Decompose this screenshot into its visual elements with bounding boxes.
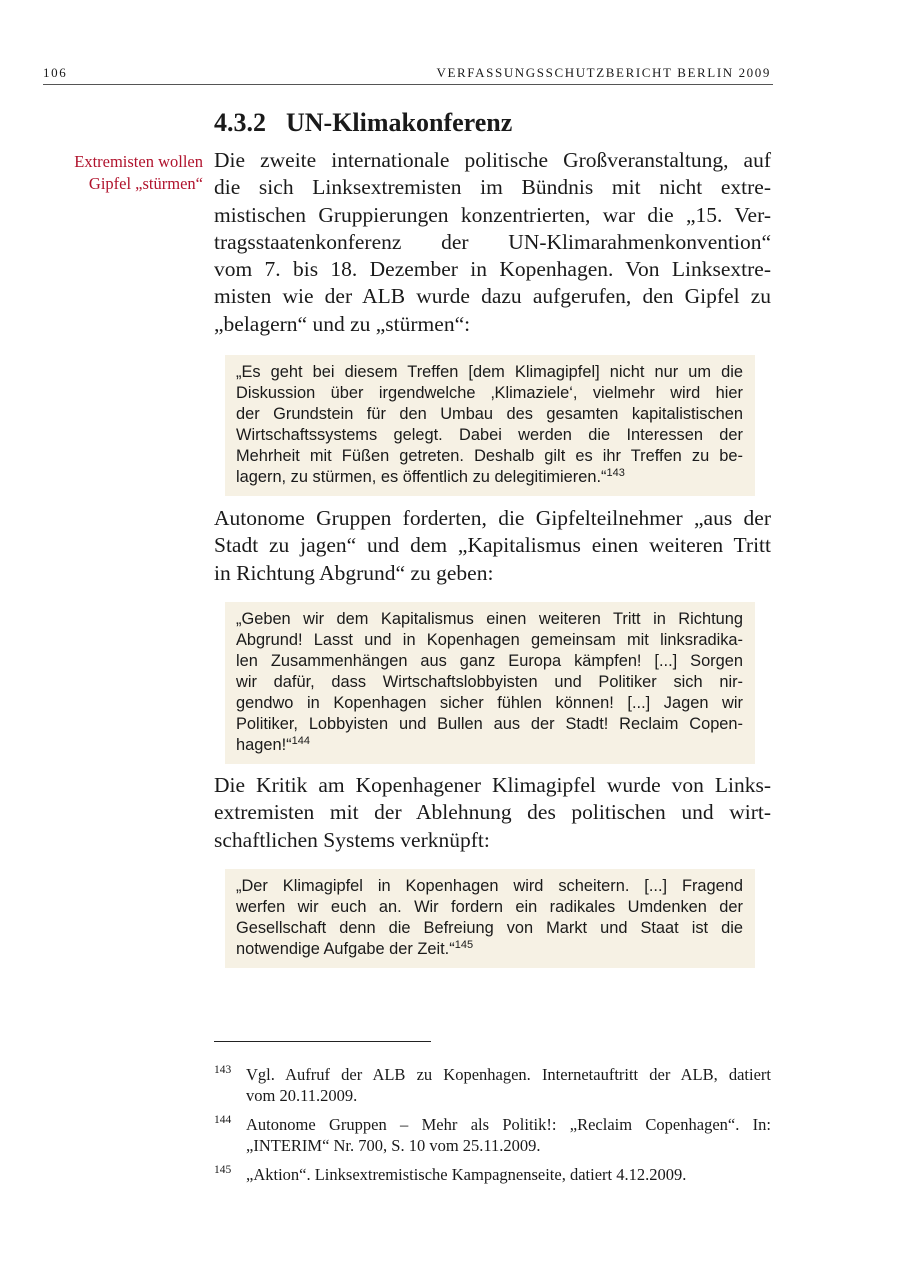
quote-line: „Es geht bei diesem Treffen [dem Klimagipfel] nicht nur um die bbox=[236, 363, 743, 381]
quote-line: „Der Klimagipfel in Kopenhagen wird scheitern. [...] Fragend bbox=[236, 877, 743, 895]
quote-line: gendwo in Kopenhagen sicher fühlen können! [...] Jagen wir bbox=[236, 694, 743, 712]
footnote bbox=[214, 1064, 771, 1106]
quote-line: werfen wir euch an. Wir fordern ein radikales Umdenken der bbox=[236, 898, 743, 916]
running-title: VERFASSUNGSSCHUTZBERICHT BERLIN 2009 bbox=[436, 65, 771, 80]
margin-note-line: Gipfel „stürmen“ bbox=[88, 174, 203, 193]
quote-line: „Geben wir dem Kapitalismus einen weiteren Tritt in Richtung bbox=[236, 610, 743, 628]
block-quote bbox=[225, 602, 755, 764]
footnote-line: Autonome Gruppen – Mehr als Politik!: „Reclaim Copenhagen“. In: bbox=[246, 1115, 771, 1134]
paragraph-line: misten wie der ALB wurde dazu aufgerufen, den Gipfel zu bbox=[214, 284, 771, 309]
footnote-line: „Aktion“. Linksextremistische Kampagnenseite, datiert 4.12.2009. bbox=[246, 1165, 687, 1184]
section-heading bbox=[214, 108, 512, 138]
quote-line: Politiker, Lobbyisten und Bullen aus der Stadt! Reclaim Copen- bbox=[236, 715, 743, 733]
footnote-number: 143 bbox=[214, 1064, 232, 1076]
paragraph-line: „belagern“ und zu „stürmen“: bbox=[214, 311, 471, 336]
body-paragraph bbox=[214, 772, 771, 854]
running-header bbox=[43, 64, 773, 85]
footnote-reference[interactable]: 145 bbox=[454, 939, 474, 951]
paragraph-line: vom 7. bis 18. Dezember in Kopenhagen. Von Linksextre- bbox=[214, 257, 771, 282]
paragraph-line: mistischen Gruppierungen konzentrierten, war die „15. Ver- bbox=[214, 202, 771, 227]
footnote-text bbox=[246, 1164, 771, 1185]
paragraph-line: tragsstaatenkonferenz der UN-Klimarahmenkonvention“ bbox=[214, 229, 771, 254]
footnote-line: Vgl. Aufruf der ALB zu Kopenhagen. Internetauftritt der ALB, datiert bbox=[246, 1065, 771, 1084]
quote-line-text: hagen!“ bbox=[236, 736, 292, 754]
quote-line: Gesellschaft denn die Befreiung von Markt und Staat ist die bbox=[236, 919, 743, 937]
quote-line bbox=[236, 735, 743, 756]
footnote-line: „INTERIM“ Nr. 700, S. 10 vom 25.11.2009. bbox=[246, 1136, 541, 1155]
paragraph-line: die sich Linksextremisten im Bündnis mit nicht extre- bbox=[214, 175, 771, 200]
footnote-reference[interactable]: 144 bbox=[291, 735, 310, 747]
footnote bbox=[214, 1114, 771, 1156]
quote-line-text: lagern, zu stürmen, es öffentlich zu delegitimieren.“ bbox=[236, 468, 607, 486]
footnote-number: 144 bbox=[214, 1114, 232, 1126]
section-title-text: UN-Klimakonferenz bbox=[286, 108, 513, 137]
paragraph-line: extremisten mit der Ablehnung des politischen und wirt- bbox=[214, 800, 771, 825]
body-paragraph bbox=[214, 505, 771, 587]
quote-line: Wirtschaftssystems gelegt. Dabei werden die Interessen der bbox=[236, 426, 743, 444]
footnote-reference[interactable]: 143 bbox=[606, 467, 625, 479]
quote-line: Abgrund! Lasst und in Kopenhagen gemeinsam mit linksradika- bbox=[236, 631, 743, 649]
quote-line bbox=[236, 467, 743, 488]
quote-line-text: notwendige Aufgabe der Zeit.“ bbox=[236, 940, 455, 958]
quote-line: len Zusammenhängen aus ganz Europa kämpfen! [...] Sorgen bbox=[236, 652, 743, 670]
section-number: 4.3.2 bbox=[214, 108, 266, 137]
margin-note bbox=[40, 151, 203, 195]
footnote-number: 145 bbox=[214, 1164, 232, 1176]
paragraph-line: in Richtung Abgrund“ zu geben: bbox=[214, 560, 494, 585]
paragraph-line: Die zweite internationale politische Großveranstaltung, auf bbox=[214, 148, 771, 172]
paragraph-line: schaftlichen Systems verknüpft: bbox=[214, 827, 490, 852]
quote-line: Diskussion über irgendwelche ‚Klimaziele‘, vielmehr wird hier bbox=[236, 384, 743, 402]
block-quote bbox=[225, 869, 755, 968]
block-quote bbox=[225, 355, 755, 496]
footnote-text bbox=[246, 1064, 771, 1106]
page-number: 106 bbox=[43, 65, 68, 80]
quote-line bbox=[236, 939, 743, 960]
footnote-text bbox=[246, 1114, 771, 1156]
paragraph-line: Stadt zu jagen“ und dem „Kapitalismus einen weiteren Tritt bbox=[214, 533, 771, 558]
footnote bbox=[214, 1164, 771, 1185]
body-paragraph bbox=[214, 147, 771, 338]
margin-note-line: Extremisten wollen bbox=[74, 152, 203, 171]
paragraph-line: Autonome Gruppen forderten, die Gipfelteilnehmer „aus der bbox=[214, 506, 771, 530]
quote-line: Mehrheit mit Füßen getreten. Deshalb gilt es ihr Treffen zu be- bbox=[236, 447, 743, 465]
quote-line: der Grundstein für den Umbau des gesamten kapitalistischen bbox=[236, 405, 743, 423]
footnote-divider bbox=[214, 1041, 431, 1042]
footnote-line: vom 20.11.2009. bbox=[246, 1086, 358, 1105]
paragraph-line: Die Kritik am Kopenhagener Klimagipfel wurde von Links- bbox=[214, 773, 771, 797]
quote-line: wir dafür, dass Wirtschaftslobbyisten und Politiker sich nir- bbox=[236, 673, 743, 691]
